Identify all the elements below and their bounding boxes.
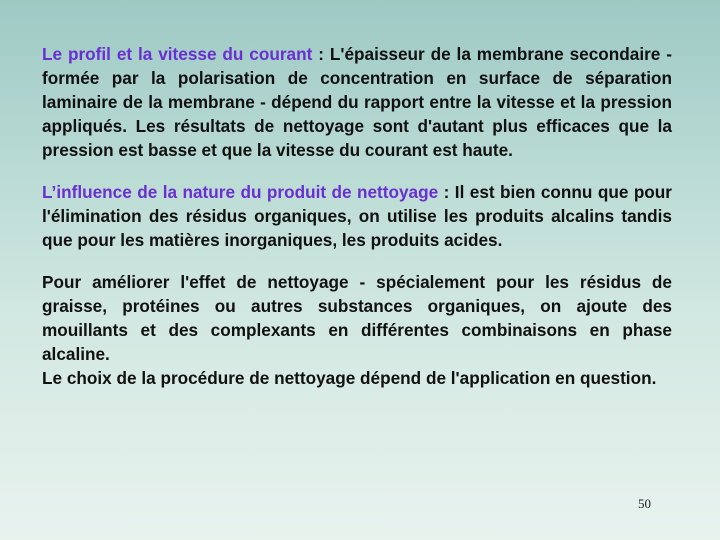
paragraph-procedure-choice (42, 366, 672, 390)
paragraph-cleaning-product (42, 180, 672, 252)
page-number: 50 (638, 496, 651, 511)
paragraph-cleaning-effect (42, 270, 672, 366)
body-cleaning-effect: Pour améliorer l'effet de nettoyage - spécialement pour les résidus de graisse, protéines ou autres substances organiques, on ajoute des mouillants et des complexants en différentes combinaisons en phase alcaline. (42, 272, 672, 364)
body-cleaning-product: : Il est bien connu que pour l'élimination des résidus organiques, on utilise les produits alcalins tandis que pour les matières inorganiques, les produits acides. (42, 182, 672, 250)
heading-flow-speed: Le profil et la vitesse du courant (42, 44, 313, 64)
slide-text-body (42, 42, 672, 390)
body-procedure-choice: Le choix de la procédure de nettoyage dépend de l'application en question. (42, 368, 657, 388)
heading-cleaning-product: L’influence de la nature du produit de nettoyage (42, 182, 439, 202)
paragraph-flow-speed (42, 42, 672, 162)
body-flow-speed: : L'épaisseur de la membrane secondaire - formée par la polarisation de concentration en surface de séparation laminaire de la membrane - dépend du rapport entre la vitesse et la pression appliqués. Les résultats de nettoyage sont d'autant plus efficaces que la pression est basse et que la vitesse du courant est haute. (42, 44, 672, 160)
